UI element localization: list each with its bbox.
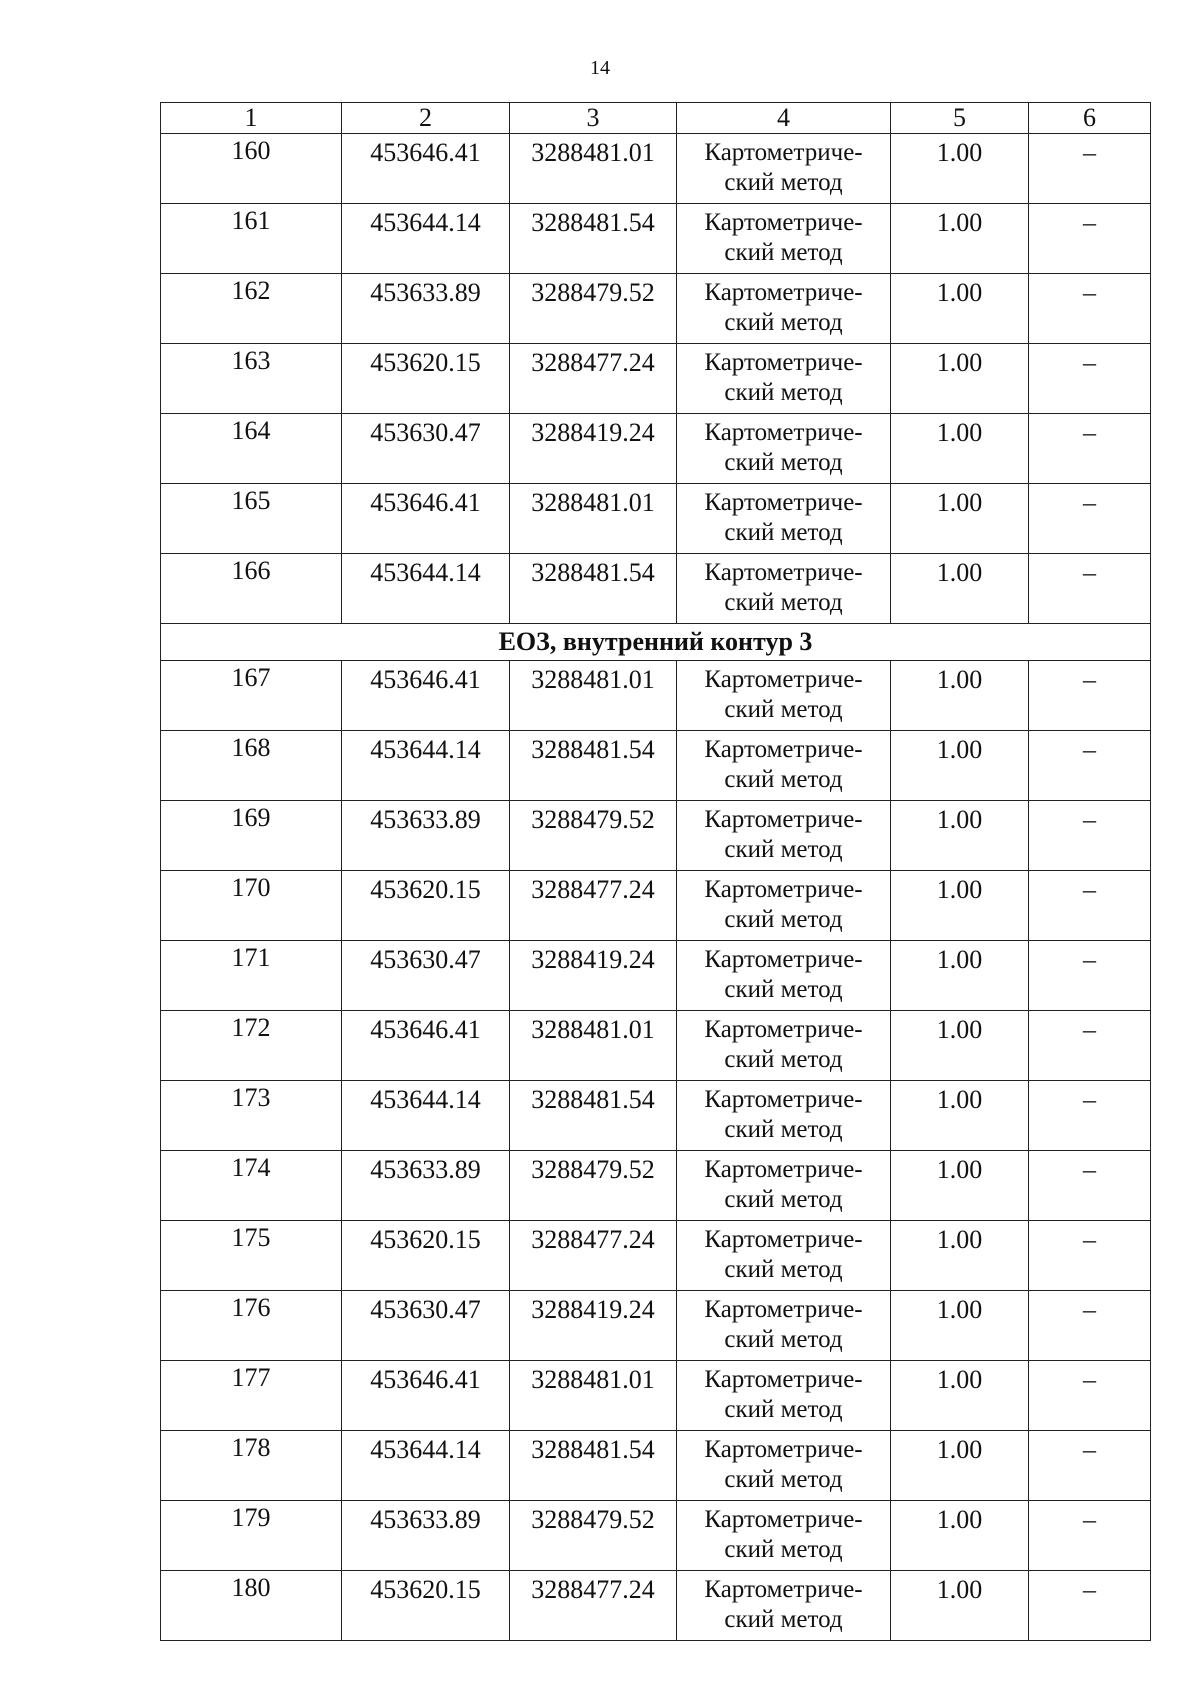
method-line-1: Картометриче-	[704, 876, 863, 903]
header-cell-1: 1	[161, 103, 342, 134]
table-row	[161, 344, 1151, 414]
method-line-2: ский метод	[724, 1326, 843, 1353]
table-row	[161, 134, 1151, 204]
method-line-2: ский метод	[724, 1396, 843, 1423]
x-coordinate-cell: 453646.41	[342, 134, 510, 204]
method-cell	[677, 554, 891, 624]
x-coordinate-cell: 453646.41	[342, 1011, 510, 1081]
method-line-1: Картометриче-	[704, 1366, 863, 1393]
method-cell	[677, 344, 891, 414]
point-number-cell: 167	[161, 661, 342, 731]
method-line-2: ский метод	[724, 379, 843, 406]
x-coordinate-cell: 453620.15	[342, 1221, 510, 1291]
accuracy-cell: 1.00	[891, 414, 1029, 484]
description-cell: –	[1029, 344, 1151, 414]
table-row	[161, 731, 1151, 801]
description-cell: –	[1029, 484, 1151, 554]
point-number-cell: 179	[161, 1501, 342, 1571]
description-cell: –	[1029, 1571, 1151, 1641]
y-coordinate-cell: 3288477.24	[510, 871, 677, 941]
point-number-cell: 171	[161, 941, 342, 1011]
method-line-2: ский метод	[724, 309, 843, 336]
point-number-cell: 163	[161, 344, 342, 414]
method-line-1: Картометриче-	[704, 946, 863, 973]
method-cell	[677, 1361, 891, 1431]
page-number: 14	[590, 57, 610, 79]
x-coordinate-cell: 453644.14	[342, 554, 510, 624]
description-cell: –	[1029, 554, 1151, 624]
table-row	[161, 1571, 1151, 1641]
method-cell	[677, 1571, 891, 1641]
x-coordinate-cell: 453630.47	[342, 414, 510, 484]
point-number-cell: 160	[161, 134, 342, 204]
x-coordinate-cell: 453620.15	[342, 871, 510, 941]
x-coordinate-cell: 453644.14	[342, 1431, 510, 1501]
table-row	[161, 484, 1151, 554]
y-coordinate-cell: 3288479.52	[510, 801, 677, 871]
accuracy-cell: 1.00	[891, 1431, 1029, 1501]
accuracy-cell: 1.00	[891, 1361, 1029, 1431]
point-number-cell: 173	[161, 1081, 342, 1151]
accuracy-cell: 1.00	[891, 871, 1029, 941]
point-number-cell: 164	[161, 414, 342, 484]
accuracy-cell: 1.00	[891, 1011, 1029, 1081]
x-coordinate-cell: 453644.14	[342, 204, 510, 274]
method-line-1: Картометриче-	[704, 1156, 863, 1183]
y-coordinate-cell: 3288481.54	[510, 1081, 677, 1151]
method-line-1: Картометриче-	[704, 1506, 863, 1533]
point-number-cell: 165	[161, 484, 342, 554]
method-line-2: ский метод	[724, 766, 843, 793]
method-line-2: ский метод	[724, 1186, 843, 1213]
x-coordinate-cell: 453633.89	[342, 801, 510, 871]
method-line-2: ский метод	[724, 239, 843, 266]
method-line-1: Картометриче-	[704, 736, 863, 763]
method-line-1: Картометриче-	[704, 806, 863, 833]
table-row	[161, 941, 1151, 1011]
point-number-cell: 175	[161, 1221, 342, 1291]
point-number-cell: 161	[161, 204, 342, 274]
x-coordinate-cell: 453646.41	[342, 484, 510, 554]
method-line-1: Картометриче-	[704, 1086, 863, 1113]
method-line-2: ский метод	[724, 1046, 843, 1073]
method-line-2: ский метод	[724, 1256, 843, 1283]
x-coordinate-cell: 453633.89	[342, 274, 510, 344]
y-coordinate-cell: 3288481.54	[510, 1431, 677, 1501]
point-number-cell: 166	[161, 554, 342, 624]
table-row	[161, 414, 1151, 484]
method-line-2: ский метод	[724, 169, 843, 196]
point-number-cell: 176	[161, 1291, 342, 1361]
y-coordinate-cell: 3288481.01	[510, 1361, 677, 1431]
method-cell	[677, 1501, 891, 1571]
table-row	[161, 1011, 1151, 1081]
accuracy-cell: 1.00	[891, 1081, 1029, 1151]
accuracy-cell: 1.00	[891, 344, 1029, 414]
table-row	[161, 554, 1151, 624]
method-cell	[677, 134, 891, 204]
accuracy-cell: 1.00	[891, 1291, 1029, 1361]
y-coordinate-cell: 3288479.52	[510, 1151, 677, 1221]
method-line-2: ский метод	[724, 1466, 843, 1493]
method-line-1: Картометриче-	[704, 1016, 863, 1043]
y-coordinate-cell: 3288479.52	[510, 1501, 677, 1571]
method-line-1: Картометриче-	[704, 1296, 863, 1323]
point-number-cell: 174	[161, 1151, 342, 1221]
description-cell: –	[1029, 1011, 1151, 1081]
description-cell: –	[1029, 1361, 1151, 1431]
point-number-cell: 177	[161, 1361, 342, 1431]
table-row	[161, 1361, 1151, 1431]
method-line-1: Картометриче-	[704, 139, 863, 166]
accuracy-cell: 1.00	[891, 661, 1029, 731]
method-line-2: ский метод	[724, 1116, 843, 1143]
method-line-2: ский метод	[724, 1536, 843, 1563]
y-coordinate-cell: 3288477.24	[510, 1221, 677, 1291]
y-coordinate-cell: 3288419.24	[510, 941, 677, 1011]
method-line-2: ский метод	[724, 906, 843, 933]
x-coordinate-cell: 453644.14	[342, 731, 510, 801]
point-number-cell: 162	[161, 274, 342, 344]
method-line-2: ский метод	[724, 696, 843, 723]
accuracy-cell: 1.00	[891, 134, 1029, 204]
accuracy-cell: 1.00	[891, 1221, 1029, 1291]
table-row	[161, 1501, 1151, 1571]
section-title: ЕОЗ, внутренний контур 3	[161, 624, 1151, 661]
description-cell: –	[1029, 274, 1151, 344]
table-row	[161, 801, 1151, 871]
description-cell: –	[1029, 731, 1151, 801]
description-cell: –	[1029, 871, 1151, 941]
accuracy-cell: 1.00	[891, 554, 1029, 624]
point-number-cell: 178	[161, 1431, 342, 1501]
method-line-1: Картометриче-	[704, 279, 863, 306]
method-line-1: Картометриче-	[704, 1226, 863, 1253]
accuracy-cell: 1.00	[891, 801, 1029, 871]
table-row	[161, 1291, 1151, 1361]
method-line-1: Картометриче-	[704, 666, 863, 693]
method-line-2: ский метод	[724, 976, 843, 1003]
x-coordinate-cell: 453644.14	[342, 1081, 510, 1151]
method-cell	[677, 414, 891, 484]
description-cell: –	[1029, 801, 1151, 871]
x-coordinate-cell: 453646.41	[342, 661, 510, 731]
accuracy-cell: 1.00	[891, 484, 1029, 554]
method-cell	[677, 484, 891, 554]
description-cell: –	[1029, 1081, 1151, 1151]
x-coordinate-cell: 453630.47	[342, 1291, 510, 1361]
y-coordinate-cell: 3288477.24	[510, 1571, 677, 1641]
description-cell: –	[1029, 204, 1151, 274]
table-row	[161, 1081, 1151, 1151]
table-body	[161, 103, 1151, 1641]
header-row	[161, 103, 1151, 134]
method-cell	[677, 941, 891, 1011]
table-row	[161, 1221, 1151, 1291]
point-number-cell: 172	[161, 1011, 342, 1081]
y-coordinate-cell: 3288479.52	[510, 274, 677, 344]
method-cell	[677, 731, 891, 801]
point-number-cell: 168	[161, 731, 342, 801]
method-line-2: ский метод	[724, 449, 843, 476]
y-coordinate-cell: 3288481.01	[510, 484, 677, 554]
description-cell: –	[1029, 414, 1151, 484]
header-cell-5: 5	[891, 103, 1029, 134]
x-coordinate-cell: 453630.47	[342, 941, 510, 1011]
method-line-1: Картометриче-	[704, 1576, 863, 1603]
method-line-1: Картометриче-	[704, 559, 863, 586]
description-cell: –	[1029, 1501, 1151, 1571]
method-cell	[677, 1291, 891, 1361]
y-coordinate-cell: 3288481.54	[510, 731, 677, 801]
description-cell: –	[1029, 1151, 1151, 1221]
method-line-2: ский метод	[724, 589, 843, 616]
x-coordinate-cell: 453633.89	[342, 1501, 510, 1571]
method-line-1: Картометриче-	[704, 349, 863, 376]
x-coordinate-cell: 453633.89	[342, 1151, 510, 1221]
header-cell-4: 4	[677, 103, 891, 134]
y-coordinate-cell: 3288481.54	[510, 204, 677, 274]
y-coordinate-cell: 3288477.24	[510, 344, 677, 414]
table-row	[161, 274, 1151, 344]
accuracy-cell: 1.00	[891, 1501, 1029, 1571]
description-cell: –	[1029, 941, 1151, 1011]
header-cell-2: 2	[342, 103, 510, 134]
method-line-1: Картометриче-	[704, 489, 863, 516]
header-cell-3: 3	[510, 103, 677, 134]
method-cell	[677, 871, 891, 941]
method-cell	[677, 204, 891, 274]
description-cell: –	[1029, 1431, 1151, 1501]
header-cell-6: 6	[1029, 103, 1151, 134]
point-number-cell: 169	[161, 801, 342, 871]
accuracy-cell: 1.00	[891, 731, 1029, 801]
method-cell	[677, 661, 891, 731]
y-coordinate-cell: 3288419.24	[510, 1291, 677, 1361]
x-coordinate-cell: 453646.41	[342, 1361, 510, 1431]
method-cell	[677, 1081, 891, 1151]
description-cell: –	[1029, 661, 1151, 731]
accuracy-cell: 1.00	[891, 1151, 1029, 1221]
accuracy-cell: 1.00	[891, 204, 1029, 274]
accuracy-cell: 1.00	[891, 274, 1029, 344]
y-coordinate-cell: 3288481.01	[510, 134, 677, 204]
x-coordinate-cell: 453620.15	[342, 344, 510, 414]
method-cell	[677, 274, 891, 344]
method-line-1: Картометриче-	[704, 1436, 863, 1463]
y-coordinate-cell: 3288481.01	[510, 661, 677, 731]
table-row	[161, 871, 1151, 941]
table-row	[161, 204, 1151, 274]
point-number-cell: 180	[161, 1571, 342, 1641]
section-title-row	[161, 624, 1151, 661]
y-coordinate-cell: 3288481.01	[510, 1011, 677, 1081]
description-cell: –	[1029, 134, 1151, 204]
method-line-1: Картометриче-	[704, 419, 863, 446]
table-row	[161, 1431, 1151, 1501]
point-number-cell: 170	[161, 871, 342, 941]
method-line-1: Картометриче-	[704, 209, 863, 236]
method-cell	[677, 801, 891, 871]
x-coordinate-cell: 453620.15	[342, 1571, 510, 1641]
method-cell	[677, 1221, 891, 1291]
accuracy-cell: 1.00	[891, 941, 1029, 1011]
table-row	[161, 661, 1151, 731]
method-cell	[677, 1151, 891, 1221]
method-line-2: ский метод	[724, 1606, 843, 1633]
description-cell: –	[1029, 1221, 1151, 1291]
description-cell: –	[1029, 1291, 1151, 1361]
method-line-2: ский метод	[724, 519, 843, 546]
method-line-2: ский метод	[724, 836, 843, 863]
coordinates-table	[160, 102, 1151, 1641]
method-cell	[677, 1011, 891, 1081]
accuracy-cell: 1.00	[891, 1571, 1029, 1641]
table-row	[161, 1151, 1151, 1221]
y-coordinate-cell: 3288419.24	[510, 414, 677, 484]
method-cell	[677, 1431, 891, 1501]
y-coordinate-cell: 3288481.54	[510, 554, 677, 624]
